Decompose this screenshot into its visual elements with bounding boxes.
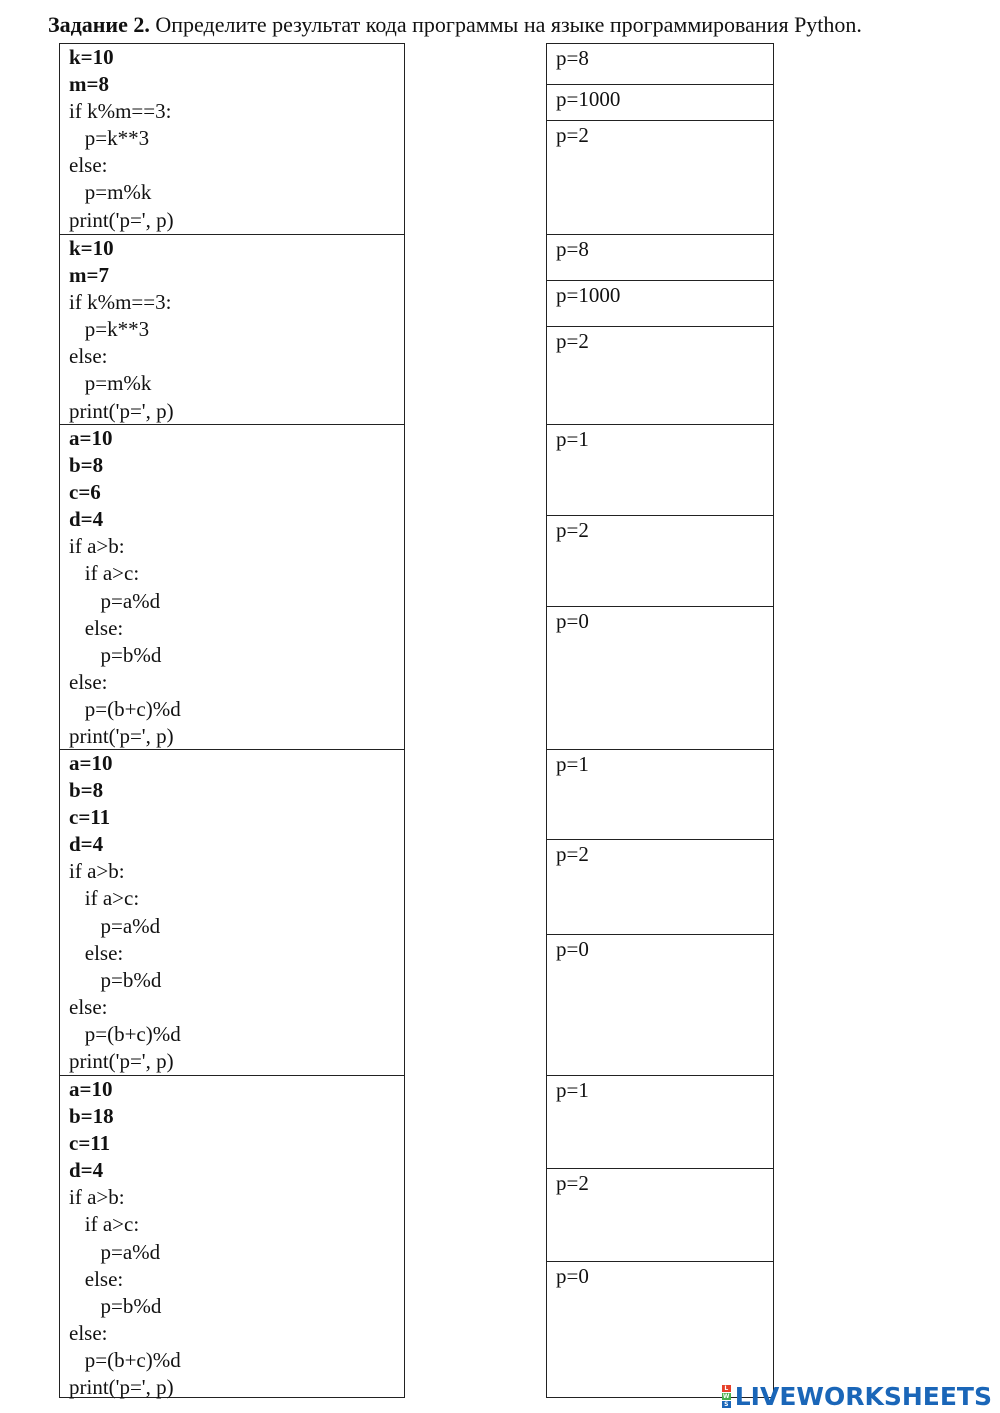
code-line: p=(b+c)%d [69, 696, 181, 721]
code-line: if k%m==3: [69, 290, 172, 315]
code-line: print('p=', p) [69, 398, 174, 423]
code-line: c=11 [69, 1131, 111, 1156]
code-line: else: [69, 344, 108, 369]
answer-option-4-1[interactable]: p=1 [547, 749, 773, 839]
code-line: b=8 [69, 778, 104, 803]
answer-option-3-2[interactable]: p=2 [547, 515, 773, 606]
code-line: a=10 [69, 751, 113, 775]
code-line: p=(b+c)%d [69, 1021, 181, 1046]
code-line: p=a%d [69, 588, 161, 613]
code-line: p=(b+c)%d [69, 1347, 181, 1372]
code-line: p=b%d [69, 1293, 162, 1318]
answer-option-2-3[interactable]: p=2 [547, 326, 773, 424]
code-block-3 [60, 424, 404, 749]
code-line: else: [69, 1266, 124, 1291]
code-line: print('p=', p) [69, 207, 174, 232]
code-line: if a>b: [69, 859, 125, 884]
code-line: p=b%d [69, 967, 162, 992]
code-line: if a>c: [69, 561, 140, 586]
answer-option-3-1[interactable]: p=1 [547, 424, 773, 515]
liveworksheets-logo [722, 1383, 992, 1409]
code-line: else: [69, 940, 124, 965]
answer-option-5-1[interactable]: p=1 [547, 1075, 773, 1168]
code-line: p=a%d [69, 913, 161, 938]
code-line: b=8 [69, 453, 104, 478]
code-line: m=7 [69, 263, 109, 288]
answer-option-3-3[interactable]: p=0 [547, 606, 773, 749]
code-line: m=8 [69, 72, 109, 97]
code-line: else: [69, 615, 124, 640]
task-instruction: Определите результат кода программы на языке программирования Python. [149, 12, 862, 37]
code-line: d=4 [69, 832, 104, 857]
answer-column [546, 43, 774, 1398]
code-line: if k%m==3: [69, 99, 172, 124]
answer-option-5-3[interactable]: p=0 [547, 1261, 773, 1399]
code-line: p=m%k [69, 371, 152, 396]
logo-badge-letter: S [722, 1401, 731, 1408]
logo-badge-letter: W [722, 1392, 730, 1400]
answer-option-1-2[interactable]: p=1000 [547, 84, 773, 120]
code-line: else: [69, 1320, 108, 1345]
code-line: b=18 [69, 1104, 114, 1129]
code-line: print('p=', p) [69, 1375, 174, 1400]
code-line: d=4 [69, 1158, 104, 1183]
logo-badge-icon [722, 1385, 731, 1408]
code-line: p=k**3 [69, 317, 150, 342]
answer-option-1-3[interactable]: p=2 [547, 120, 773, 234]
code-line: k=10 [69, 236, 114, 260]
task-label: Задание 2. [48, 12, 150, 37]
answer-option-4-2[interactable]: p=2 [547, 839, 773, 934]
answer-option-2-2[interactable]: p=1000 [547, 280, 773, 326]
code-line: d=4 [69, 507, 104, 532]
code-line: if a>c: [69, 886, 140, 911]
code-line: a=10 [69, 426, 113, 450]
code-line: if a>b: [69, 534, 125, 559]
code-line: if a>b: [69, 1185, 125, 1210]
code-block-5 [60, 1075, 404, 1399]
code-line: if a>c: [69, 1212, 140, 1237]
code-line: p=m%k [69, 180, 152, 205]
code-line: p=b%d [69, 642, 162, 667]
code-line: p=a%d [69, 1239, 161, 1264]
code-line: a=10 [69, 1077, 113, 1101]
task-title [48, 10, 988, 40]
code-line: print('p=', p) [69, 724, 174, 749]
code-column [59, 43, 405, 1398]
code-line: p=k**3 [69, 126, 150, 151]
code-block-1 [60, 44, 404, 234]
code-line: print('p=', p) [69, 1049, 174, 1074]
code-line: c=11 [69, 805, 111, 830]
code-line: c=6 [69, 480, 101, 505]
answer-option-5-2[interactable]: p=2 [547, 1168, 773, 1261]
logo-text: LIVEWORKSHEETS [734, 1381, 992, 1411]
answer-option-1-1[interactable]: p=8 [556, 46, 589, 70]
code-line: else: [69, 994, 108, 1019]
answer-option-4-3[interactable]: p=0 [547, 934, 773, 1075]
code-line: k=10 [69, 45, 114, 69]
code-block-2 [60, 234, 404, 424]
logo-badge-letter: L [722, 1385, 731, 1392]
code-line: else: [69, 669, 108, 694]
code-block-4 [60, 749, 404, 1075]
answer-option-2-1[interactable]: p=8 [547, 234, 773, 280]
code-line: else: [69, 153, 108, 178]
